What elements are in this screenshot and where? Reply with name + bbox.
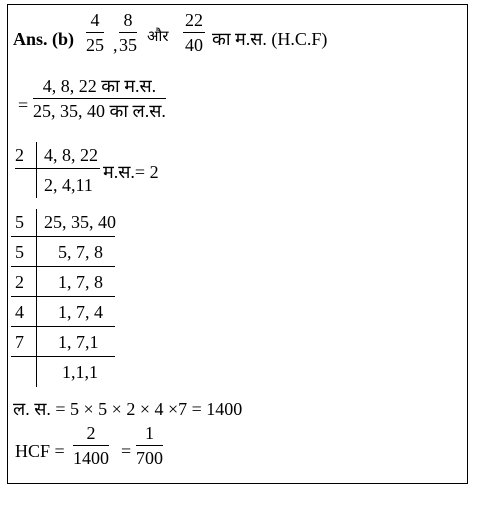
lcm-row: 25, 35, 40 (44, 212, 116, 232)
fraction-numerator: 1 (136, 424, 163, 446)
lcm-division-line (11, 296, 115, 297)
equals-sign: = (121, 441, 132, 461)
hcf-fraction-2-1400 (73, 424, 109, 468)
lcm-row: 1,1,1 (62, 362, 98, 382)
fraction-denominator: 35 (119, 34, 137, 55)
lcm-row: 5, 7, 8 (58, 242, 103, 262)
fraction-22-40 (183, 11, 205, 55)
lcm-division-line (11, 356, 115, 357)
hcf-division-line (15, 168, 100, 169)
lcm-result: ल. स. = 5 × 5 × 2 × 4 ×7 = 1400 (13, 399, 243, 419)
hcf-row-2: 2, 4,11 (44, 175, 93, 195)
lcm-divisor: 4 (15, 302, 24, 322)
fraction-8-35 (119, 11, 137, 55)
lcm-divisor: 7 (15, 332, 24, 352)
fraction-denominator: 700 (136, 447, 163, 468)
hcf-row-1: 4, 8, 22 (44, 145, 98, 165)
lcm-division-line (11, 236, 115, 237)
aur-text: और (147, 27, 169, 45)
hcf-lcm-fraction (33, 77, 166, 121)
ka-ms-hcf-text: का म.स. (H.C.F) (212, 29, 328, 49)
lcm-row: 1, 7, 8 (58, 272, 103, 292)
fraction-denominator: 25, 35, 40 का ल.स. (33, 100, 166, 121)
lcm-division-line (11, 326, 115, 327)
lcm-divisor: 2 (15, 272, 24, 292)
hcf-fraction-1-700 (136, 424, 163, 468)
equals-sign: = (18, 95, 29, 115)
hcf-division-bar (36, 142, 37, 198)
fraction-numerator: 8 (119, 11, 137, 33)
fraction-numerator: 2 (73, 424, 109, 446)
answer-label: Ans. (b) (13, 29, 75, 49)
fraction-numerator: 22 (183, 11, 205, 33)
hcf-label: HCF = (15, 441, 65, 461)
fraction-4-25 (86, 11, 104, 55)
fraction-denominator: 40 (185, 34, 203, 55)
fraction-numerator: 4 (86, 11, 104, 33)
fraction-numerator: 4, 8, 22 का म.स. (33, 77, 166, 99)
hcf-result: म.स.= 2 (103, 162, 159, 182)
lcm-row: 1, 7,1 (58, 332, 99, 352)
fraction-denominator: 25 (86, 34, 104, 55)
fraction-denominator: 1400 (73, 447, 109, 468)
lcm-row: 1, 7, 4 (58, 302, 103, 322)
lcm-divisor: 5 (15, 242, 24, 262)
lcm-division-line (11, 266, 115, 267)
lcm-divisor: 5 (15, 212, 24, 232)
hcf-divisor: 2 (15, 145, 24, 165)
comma: , (113, 35, 118, 55)
